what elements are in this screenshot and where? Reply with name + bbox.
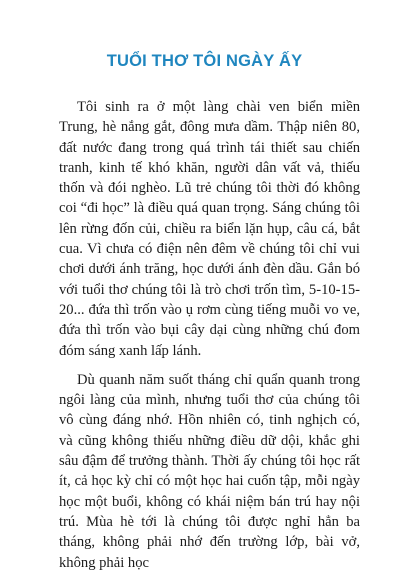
paragraph-2: Dù quanh năm suốt tháng chỉ quẩn quanh trong ngôi làng của mình, nhưng tuổi thơ của chúng tôi vô cùng đáng nhớ. Hồn nhiên có, tinh nghịch có, và cũng không thiếu những điều dữ dội, khắc ghi sâu đậm để trưởng thành. Thời ấy chúng tôi học rất ít, cả học kỳ chỉ có một học hai cuốn tập, mỗi ngày học một buổi, không có khái niệm bán trú hay nội trú. Mùa hè tới là chúng tôi được nghỉ hẳn ba tháng, không phải nhớ đến trường lớp, bài vở, không phải học (59, 371, 360, 571)
chapter-title: TUỔI THƠ TÔI NGÀY ẤY (106, 52, 303, 70)
paragraph-1: Tôi sinh ra ở một làng chài ven biển miền Trung, hè nắng gắt, đông mưa dầm. Thập niên 80, đất nước đang trong quá trình tái thiết sau chiến tranh, kinh tế khó khăn, người dân vất vả, thiếu thốn và đói nghèo. Lũ trẻ chúng tôi thời đó không coi “đi học” là điều quá quan trọng. Sáng chúng tôi lên rừng đốn củi, chiều ra biển lặn hụp, câu cá, bắt cua. Vì chưa có điện nên đêm về chúng tôi chỉ vui chơi dưới ánh trăng, học dưới ánh đèn dầu. Gắn bó với tuổi thơ chúng tôi là trò chơi trốn tìm, 5-10-15-20... đứa thì trốn vào ụ rơm cùng tiếng muỗi vo ve, đứa thì trốn vào bụi cây dại cùng những chú đom đóm sáng xanh lấp lánh. (59, 99, 360, 359)
